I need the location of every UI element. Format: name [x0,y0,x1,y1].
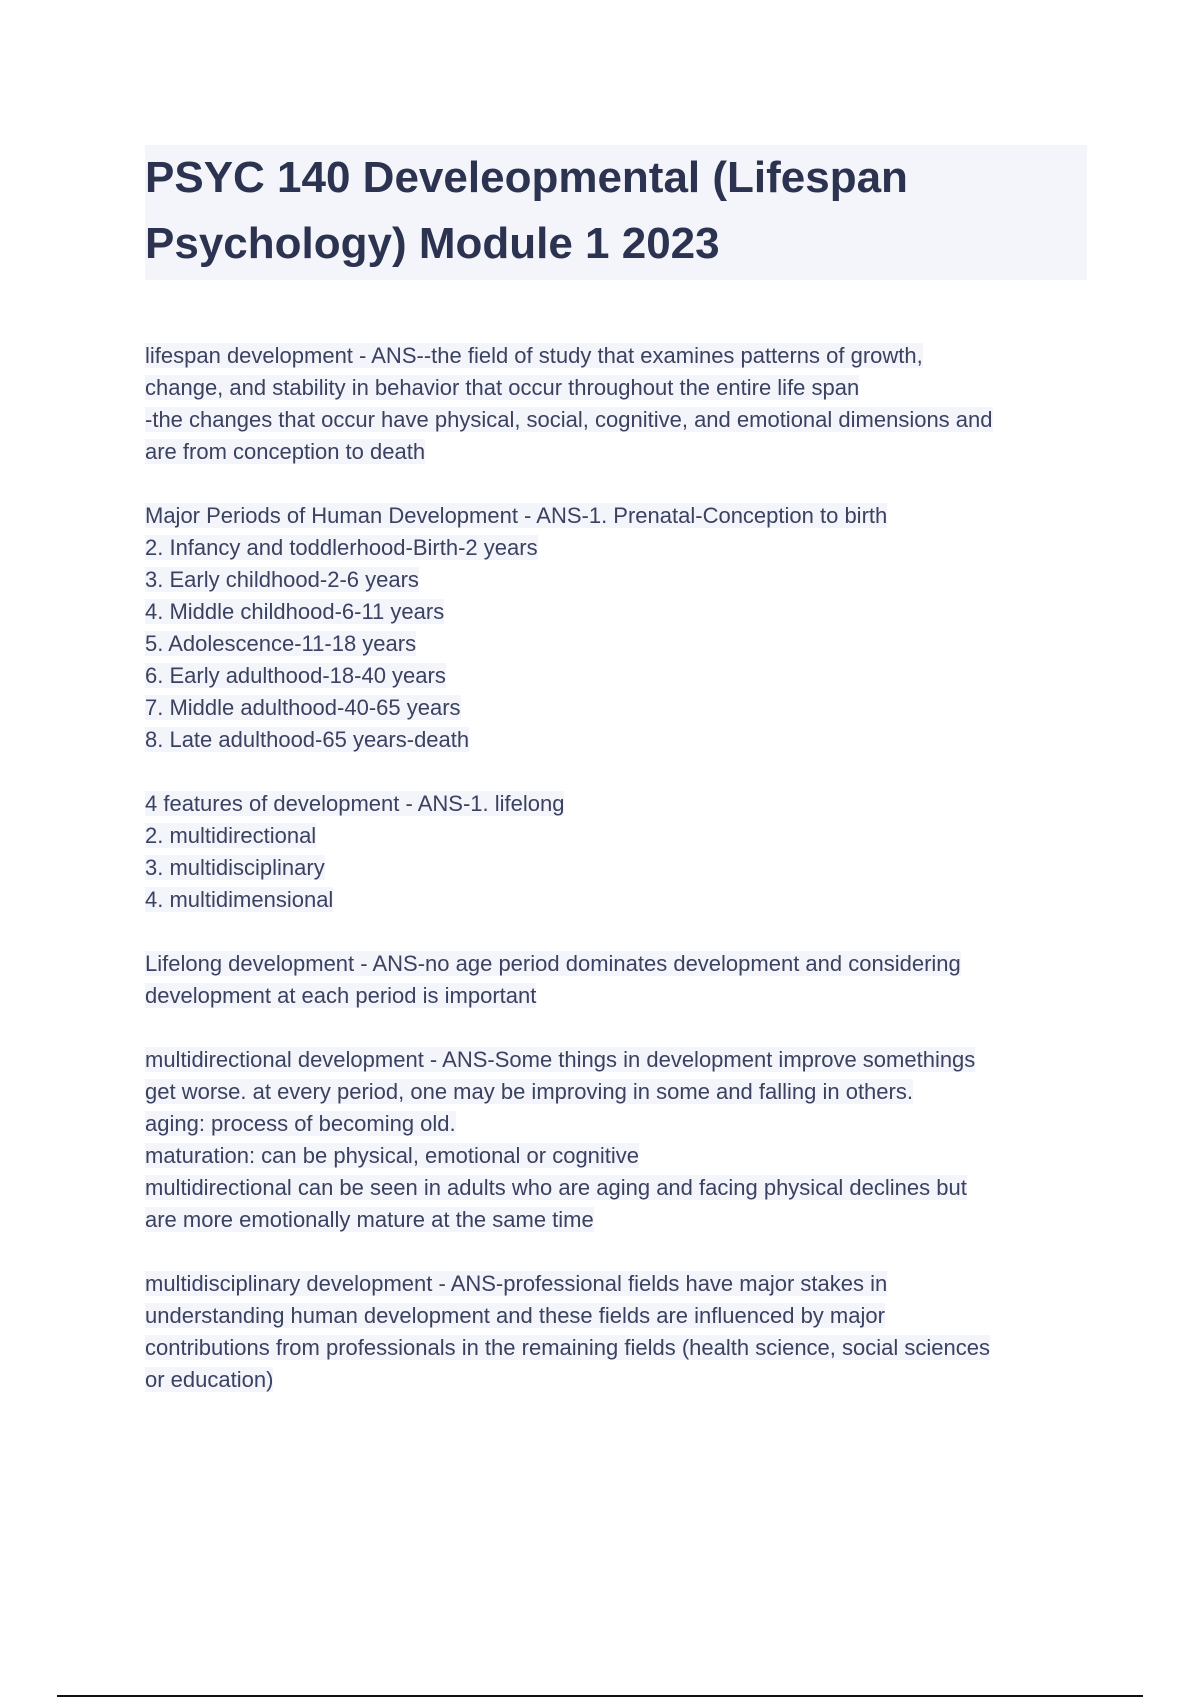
entry-line: are more emotionally mature at the same time [145,1207,594,1232]
qa-entry-multidirectional-development [145,1044,1090,1236]
qa-entry-features-of-development [145,788,1090,916]
entry-line: -the changes that occur have physical, social, cognitive, and emotional dimensions and [145,407,993,432]
document-title [145,145,1085,277]
entry-line: 8. Late adulthood-65 years-death [145,727,470,752]
entry-line: development at each period is important [145,983,537,1008]
entry-line: multidisciplinary development - ANS-professional fields have major stakes in [145,1271,888,1296]
title-line-2: Psychology) Module 1 2023 [145,219,720,268]
entry-line: Major Periods of Human Development - ANS-1. Prenatal-Conception to birth [145,503,888,528]
footer-divider [57,1695,1143,1697]
entry-line: 6. Early adulthood-18-40 years [145,663,446,688]
entry-line: are from conception to death [145,439,426,464]
entry-line: 4 features of development - ANS-1. lifelong [145,791,565,816]
title-line-1: PSYC 140 Develeopmental (Lifespan [145,153,908,202]
document-body [145,340,1090,1428]
entry-line: get worse. at every period, one may be improving in some and falling in others. [145,1079,913,1104]
entry-line: multidirectional development - ANS-Some things in development improve somethings [145,1047,976,1072]
entry-line: contributions from professionals in the remaining fields (health science, social sciences [145,1335,990,1360]
entry-line: 3. Early childhood-2-6 years [145,567,419,592]
entry-line: multidirectional can be seen in adults who are aging and facing physical declines but [145,1175,967,1200]
entry-line: 4. Middle childhood-6-11 years [145,599,445,624]
qa-entry-multidisciplinary-development [145,1268,1090,1396]
entry-line: 2. Infancy and toddlerhood-Birth-2 years [145,535,538,560]
entry-line: 2. multidirectional [145,823,317,848]
entry-line: maturation: can be physical, emotional or cognitive [145,1143,640,1168]
title-block [145,145,1087,280]
entry-line: or education) [145,1367,274,1392]
entry-line: 7. Middle adulthood-40-65 years [145,695,461,720]
entry-line: Lifelong development - ANS-no age period dominates development and considering [145,951,961,976]
entry-line: 4. multidimensional [145,887,334,912]
entry-line: 3. multidisciplinary [145,855,325,880]
entry-line: aging: process of becoming old. [145,1111,456,1136]
entry-line: understanding human development and these fields are influenced by major [145,1303,885,1328]
qa-entry-lifelong-development [145,948,1090,1012]
entry-line: 5. Adolescence-11-18 years [145,631,417,656]
qa-entry-major-periods [145,500,1090,756]
qa-entry-lifespan-development [145,340,1090,468]
entry-line: lifespan development - ANS--the field of study that examines patterns of growth, [145,343,923,368]
entry-line: change, and stability in behavior that occur throughout the entire life span [145,375,860,400]
